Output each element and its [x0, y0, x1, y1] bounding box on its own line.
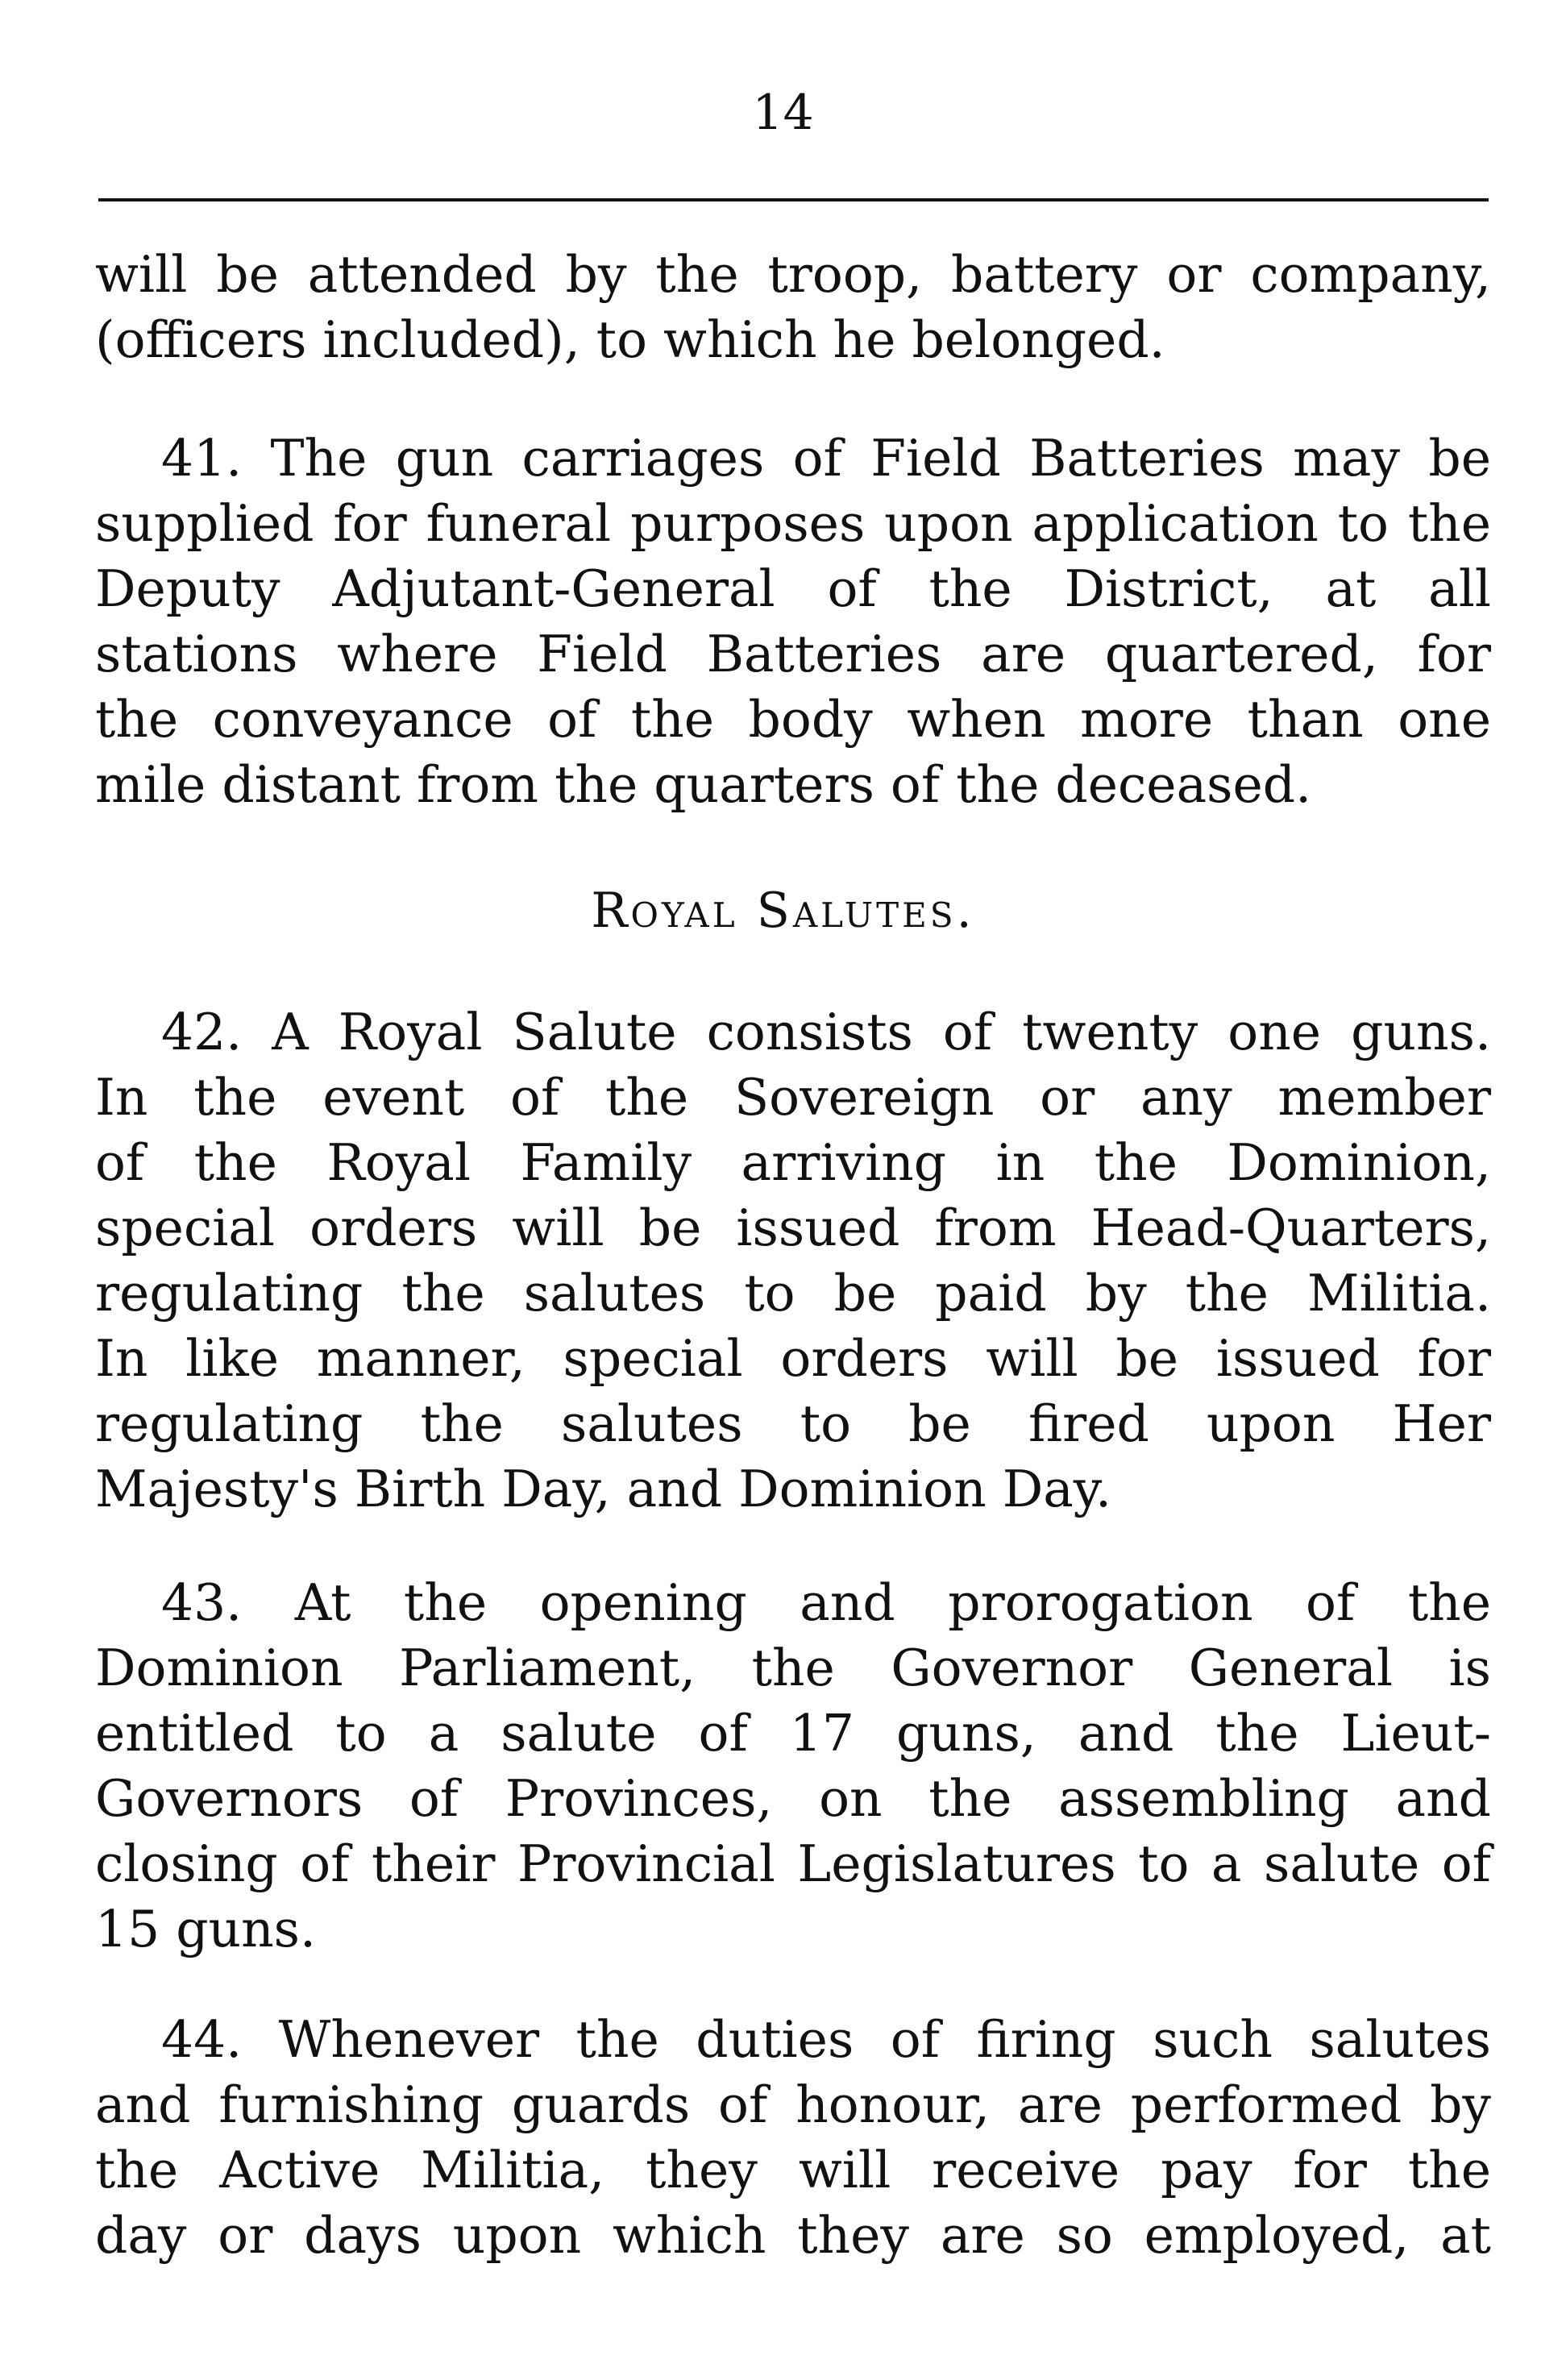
text-line: stations where Field Batteries are quartered, for	[95, 625, 1491, 683]
text-line: Governors of Provinces, on the assembling and	[95, 1769, 1491, 1828]
text-line: 41. The gun carriages of Field Batteries may be	[161, 429, 1491, 488]
text-line: Deputy Adjutant-General of the District, at all	[95, 559, 1491, 618]
text-line: the conveyance of the body when more than one	[95, 690, 1491, 749]
text-line: 15 guns.	[95, 1900, 317, 1958]
text-line: will be attended by the troop, battery or company,	[95, 245, 1491, 304]
text-line: 44. Whenever the duties of firing such salutes	[161, 2010, 1491, 2069]
text-line: regulating the salutes to be paid by the Militia.	[95, 1264, 1491, 1323]
text-line: and furnishing guards of honour, are performed by	[95, 2075, 1491, 2134]
text-line: closing of their Provincial Legislatures to a salute of	[95, 1834, 1491, 1893]
text-line: of the Royal Family arriving in the Dominion,	[95, 1133, 1491, 1192]
text-line: In the event of the Sovereign or any member	[95, 1068, 1491, 1127]
text-line: regulating the salutes to be fired upon Her	[95, 1394, 1491, 1453]
page-number: 14	[752, 85, 814, 141]
section-heading: Royal Salutes.	[591, 883, 975, 939]
text-line: In like manner, special orders will be issued for	[95, 1329, 1491, 1388]
header-rule	[98, 198, 1489, 201]
text-line: special orders will be issued from Head-Quarters,	[95, 1198, 1491, 1257]
text-line: Dominion Parliament, the Governor General is	[95, 1639, 1491, 1697]
text-line: 43. At the opening and prorogation of the	[161, 1573, 1491, 1632]
text-line: supplied for funeral purposes upon application to the	[95, 494, 1491, 553]
paragraph-41	[95, 426, 1491, 817]
text-line: entitled to a salute of 17 guns, and the Lieut-	[95, 1704, 1491, 1763]
text-line: day or days upon which they are so employed, at	[95, 2206, 1491, 2265]
text-line: 42. A Royal Salute consists of twenty one guns.	[161, 1003, 1491, 1061]
text-line: mile distant from the quarters of the deceased.	[95, 755, 1312, 814]
paragraph-42	[95, 999, 1491, 1522]
text-line: Majesty's Birth Day, and Dominion Day.	[95, 1460, 1112, 1518]
paragraph-43	[95, 1570, 1491, 1962]
text-line: (officers included), to which he belonged.	[95, 310, 1165, 369]
paragraph-continuation	[95, 242, 1491, 372]
text-line: the Active Militia, they will receive pay for the	[95, 2141, 1491, 2199]
paragraph-44	[95, 2007, 1491, 2268]
